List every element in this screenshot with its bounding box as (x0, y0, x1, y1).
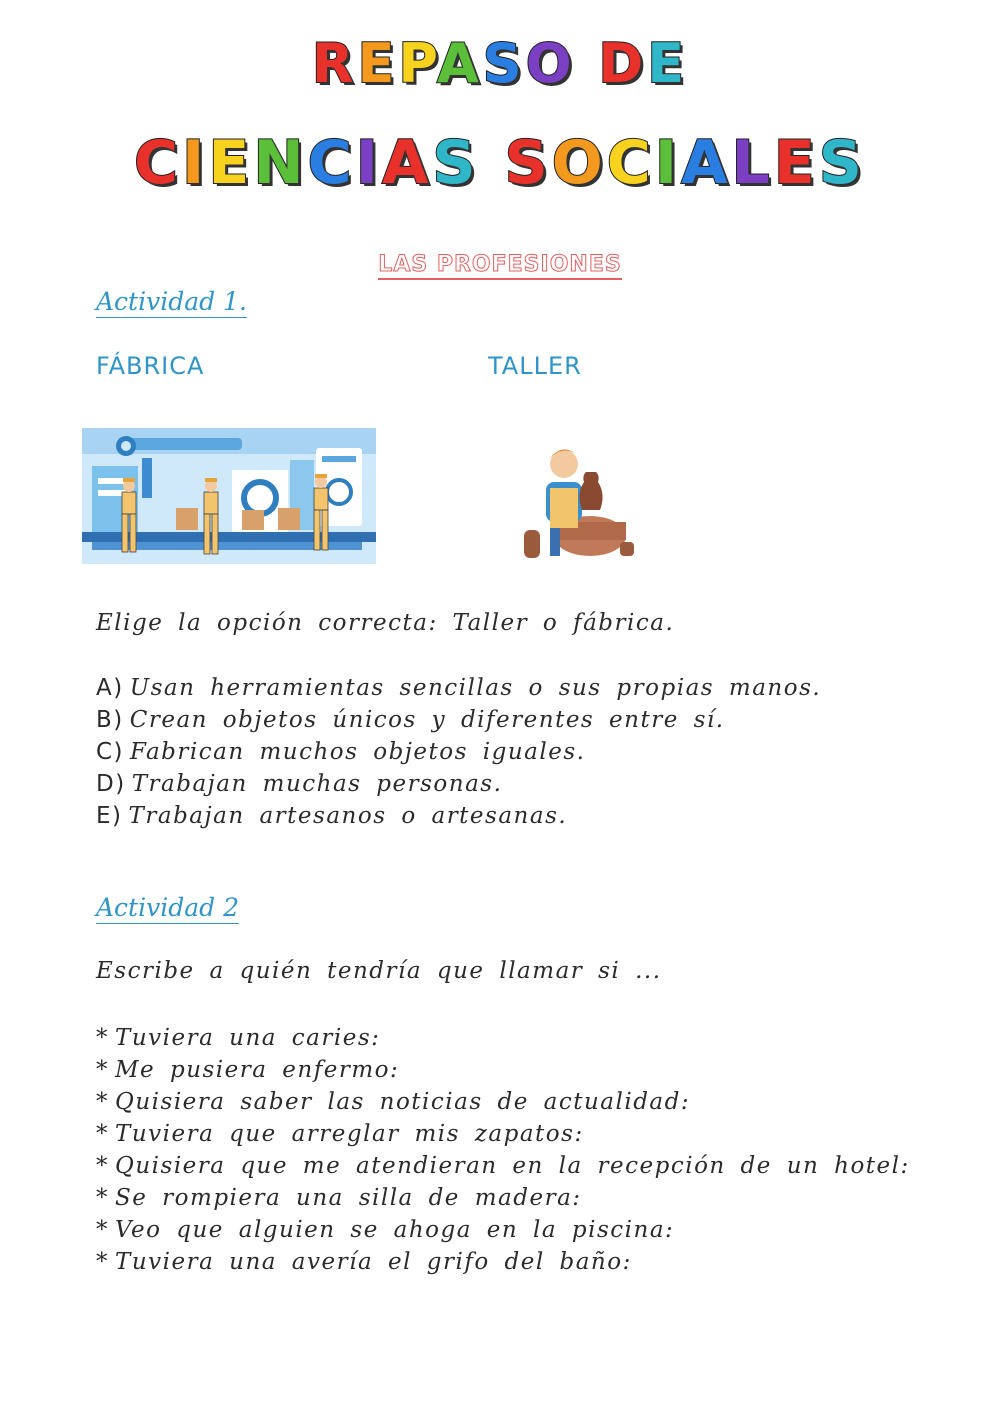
factory-label: FÁBRICA (96, 352, 205, 380)
bullet: * (96, 1249, 109, 1275)
question-text: Veo que alguien se ahoga en la piscina: (115, 1217, 675, 1243)
option-item[interactable] (96, 736, 821, 768)
title-letter: D (598, 32, 648, 95)
title-letter: A (381, 128, 433, 198)
title-letter: E (647, 32, 689, 95)
potter-illustration (510, 432, 640, 564)
option-letter: C) (96, 739, 125, 765)
title-letter: C (133, 128, 183, 198)
title-letter: S (432, 128, 480, 198)
title-letter: I (355, 128, 382, 198)
question-text: Quisiera que me atendieran en la recepción de un hotel: (115, 1153, 910, 1179)
title-letter: S (482, 32, 526, 95)
question-text: Me pusiera enfermo: (115, 1057, 400, 1083)
question-text: Tuviera una avería el grifo del baño: (115, 1249, 632, 1275)
question-item[interactable] (96, 1086, 910, 1118)
question-text: Tuviera que arreglar mis zapatos: (115, 1121, 584, 1147)
question-item[interactable] (96, 1054, 910, 1086)
option-text: Trabajan artesanos o artesanas. (128, 803, 568, 829)
option-letter: B) (96, 707, 124, 733)
question-text: Quisiera saber las noticias de actualidad: (115, 1089, 691, 1115)
factory-illustration (82, 428, 376, 564)
question-item[interactable] (96, 1022, 910, 1054)
bullet: * (96, 1185, 109, 1211)
title-letter: N (253, 128, 308, 198)
bullet: * (96, 1217, 109, 1243)
option-letter: D) (96, 771, 126, 797)
title-letter: I (182, 128, 209, 198)
title-letter: R (311, 32, 358, 95)
option-item[interactable] (96, 672, 821, 704)
activity-2-questions (96, 1022, 910, 1278)
title-letter: A (681, 128, 732, 198)
option-letter: E) (96, 803, 123, 829)
bullet: * (96, 1057, 109, 1083)
option-text: Crean objetos únicos y diferentes entre sí. (129, 707, 725, 733)
title-letter: I (654, 128, 682, 198)
option-item[interactable] (96, 704, 821, 736)
title-letter: P (398, 32, 437, 95)
question-text: Tuviera una caries: (115, 1025, 381, 1051)
title-letter: S (818, 128, 866, 198)
question-text: Se rompiera una silla de madera: (115, 1185, 582, 1211)
title-letter: E (357, 32, 399, 95)
option-item[interactable] (96, 800, 821, 832)
title-letter: L (731, 128, 774, 198)
question-item[interactable] (96, 1150, 910, 1182)
activity-2-instruction: Escribe a quién tendría que llamar si ... (96, 958, 662, 984)
activity-1-instruction: Elige la opción correcta: Taller o fábrica. (96, 610, 675, 636)
title-letter: O (525, 32, 576, 95)
title-line-2 (0, 128, 1000, 198)
section-subtitle: LAS PROFESIONES (0, 252, 1000, 277)
title-letter (480, 128, 505, 198)
title-letter: O (551, 128, 607, 198)
question-item[interactable] (96, 1182, 910, 1214)
bullet: * (96, 1121, 109, 1147)
workshop-label: TALLER (488, 352, 582, 380)
activity-1-options (96, 672, 821, 832)
option-letter: A) (96, 675, 124, 701)
question-item[interactable] (96, 1214, 910, 1246)
option-text: Usan herramientas sencillas o sus propias manos. (129, 675, 822, 701)
bullet: * (96, 1153, 109, 1179)
title-letter: E (208, 128, 254, 198)
question-item[interactable] (96, 1246, 910, 1278)
title-line-1 (0, 32, 1000, 95)
title-letter: S (504, 128, 552, 198)
title-letter: E (773, 128, 819, 198)
question-item[interactable] (96, 1118, 910, 1150)
activity-2-heading: Actividad 2 (96, 893, 239, 922)
option-text: Trabajan muchas personas. (131, 771, 503, 797)
option-item[interactable] (96, 768, 821, 800)
option-text: Fabrican muchos objetos iguales. (130, 739, 586, 765)
title-letter (576, 32, 599, 95)
activity-1-heading: Actividad 1. (96, 287, 247, 316)
bullet: * (96, 1089, 109, 1115)
title-letter: C (606, 128, 655, 198)
title-letter: C (307, 128, 356, 198)
bullet: * (96, 1025, 109, 1051)
title-letter: A (436, 32, 483, 95)
